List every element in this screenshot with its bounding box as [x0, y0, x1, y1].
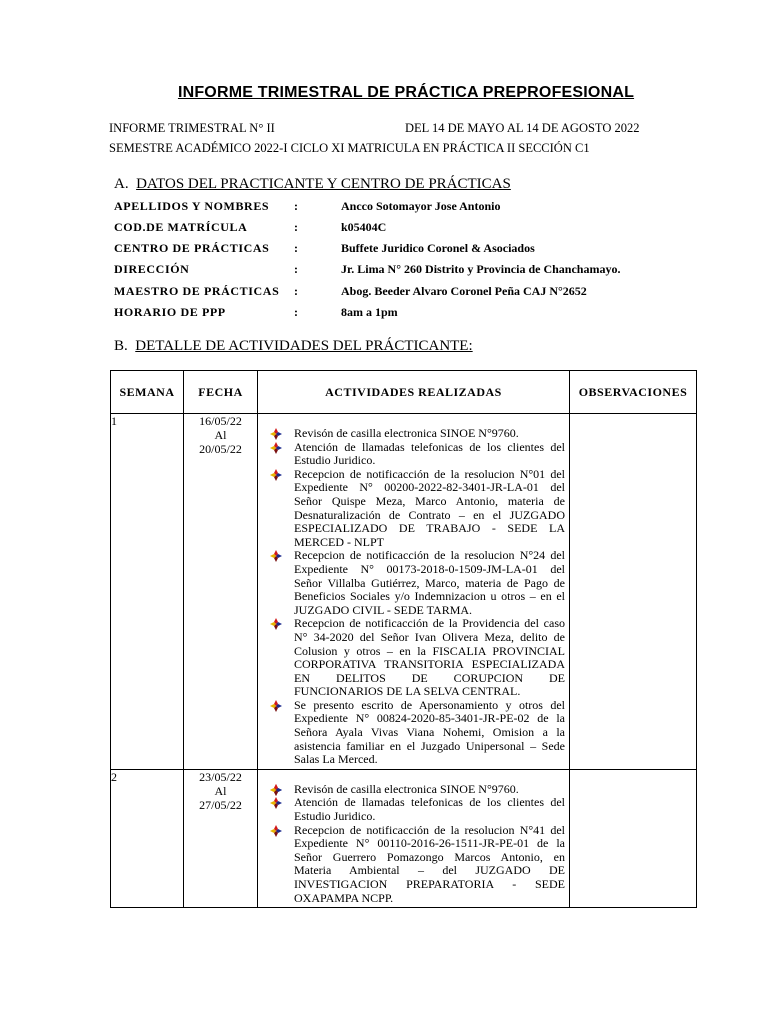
four-color-diamond-bullet-icon: [270, 442, 282, 454]
fecha-from: 23/05/22: [199, 769, 242, 784]
observaciones-cell: [570, 769, 697, 907]
header-fecha: FECHA: [184, 371, 258, 414]
data-row-label: CENTRO DE PRÁCTICAS: [114, 241, 270, 255]
activity-text: Revisón de casilla electronica SINOE N°9760.: [294, 781, 519, 796]
fecha-al: Al: [214, 783, 227, 798]
data-row-label: MAESTRO DE PRÁCTICAS: [114, 284, 280, 298]
data-row-value: Buffete Juridico Coronel & Asociados: [341, 241, 535, 255]
four-color-diamond-bullet-icon: [270, 784, 282, 796]
fecha-to: 27/05/22: [199, 797, 242, 812]
fecha-cell: [184, 769, 258, 907]
data-row-value: k05404C: [341, 220, 387, 234]
section-a-title: DATOS DEL PRACTICANTE Y CENTRO DE PRÁCTICAS: [136, 176, 511, 192]
section-b-heading: [114, 338, 473, 355]
four-color-diamond-bullet-icon: [270, 550, 282, 562]
report-period: DEL 14 DE MAYO AL 14 DE AGOSTO 2022: [405, 121, 640, 135]
section-b-letter: B.: [114, 338, 128, 354]
four-color-diamond-bullet-icon: [270, 797, 282, 809]
activities-table: [110, 370, 697, 908]
activity-item: [270, 617, 565, 699]
activity-item: [270, 549, 565, 617]
informe-number: INFORME TRIMESTRAL N° II: [109, 121, 275, 135]
data-row-colon: :: [294, 305, 298, 319]
activity-text: Atención de llamadas telefonicas de los clientes del Estudio Juridico.: [294, 795, 565, 824]
four-color-diamond-bullet-icon: [270, 618, 282, 630]
data-row-value: Jr. Lima N° 260 Distrito y Provincia de Chanchamayo.: [341, 262, 621, 276]
activity-text: Se presento escrito de Apersonamiento y otros del Expediente N° 00824-2020-85-3401-JR-PE-02 de la Señora Ayala Vivas Viana Nohemi, Omision a la asistencia familiar en el Juzgado Unipersonal – Sede Salas La Merced.: [294, 697, 565, 767]
activity-item: [270, 796, 565, 823]
four-color-diamond-bullet-icon: [270, 469, 282, 481]
four-color-diamond-bullet-icon: [270, 700, 282, 712]
data-row-value: Ancco Sotomayor Jose Antonio: [341, 199, 501, 213]
header-observaciones: OBSERVACIONES: [570, 371, 697, 414]
four-color-diamond-bullet-icon: [270, 825, 282, 837]
activity-text: Recepcion de notificacción de la Providencia del caso N° 34-2020 del Señor Ivan Olivera Meza, delito de Colusion y otros – en la FISCALIA PROVINCIAL CORPORATIVA TRANSITORIA ESPECIALIZADA EN DELITOS DE CORUPCION DE FUNCIONARIOS DE LA SELVA CENTRAL.: [294, 616, 565, 699]
activity-text: Recepcion de notificacción de la resolucion N°41 del Expediente N° 00110-2016-26-1511-JR-PE-01 de la Señor Guerrero Pomazongo Marcos Antonio, en Materia Ambiental – del JUZGADO DE INVESTIGACION PREPARATORIA - SEDE OXAPAMPA NCPP.: [294, 822, 565, 905]
section-a-heading: [114, 176, 511, 193]
data-row-colon: :: [294, 284, 298, 298]
activity-item: [270, 699, 565, 767]
section-b-title: DETALLE DE ACTIVIDADES DEL PRÁCTICANTE:: [135, 338, 473, 354]
activity-text: Recepcion de notificacción de la resolucion N°01 del Expediente N° 00200-2022-82-3401-JR-LA-01 del Señor Quispe Meza, Marco Antonio, materia de Desnaturalización de Contrato – en el JUZGADO ESPECIALIZADO DE TRABAJO - SEDE LA MERCED - NLPT: [294, 466, 565, 549]
header-actividades: ACTIVIDADES REALIZADAS: [258, 371, 570, 414]
data-row-colon: :: [294, 199, 298, 213]
data-row-colon: :: [294, 262, 298, 276]
activity-item: [270, 468, 565, 550]
data-row-label: HORARIO DE PPP: [114, 305, 226, 319]
table-header-row: [111, 371, 697, 414]
fecha-al: Al: [214, 428, 227, 442]
semana-cell: 2: [111, 769, 184, 907]
document-title: INFORME TRIMESTRAL DE PRÁCTICA PREPROFESIONAL: [177, 84, 635, 101]
table-row: [111, 769, 697, 907]
activity-text: Atención de llamadas telefonicas de los clientes del Estudio Juridico.: [294, 439, 565, 468]
actividades-cell: [258, 769, 570, 907]
data-row-value: 8am a 1pm: [341, 305, 398, 319]
fecha-from: 16/05/22: [199, 414, 242, 428]
actividades-cell: [258, 414, 570, 770]
section-a-letter: A.: [114, 176, 129, 192]
observaciones-cell: [570, 414, 697, 770]
activity-text: Recepcion de notificacción de la resolucion N°24 del Expediente N° 00173-2018-0-1509-JM-LA-01 del Señor Villalba Gutiérrez, Marco, materia de Pago de Beneficios Sociales y/o Indemnizacion u otros – en el JUZGADO CIVIL - SEDE TARMA.: [294, 548, 565, 617]
activity-item: [270, 427, 565, 441]
table-row: [111, 414, 697, 770]
activity-text: Revisón de casilla electronica SINOE N°9760.: [294, 426, 519, 440]
activity-item: [270, 783, 565, 797]
data-row-colon: :: [294, 241, 298, 255]
semana-cell: 1: [111, 414, 184, 770]
activity-item: [270, 824, 565, 906]
header-semana: SEMANA: [111, 371, 184, 414]
data-row-label: COD.DE MATRÍCULA: [114, 220, 248, 234]
data-row-colon: :: [294, 220, 298, 234]
semester-line: SEMESTRE ACADÉMICO 2022-I CICLO XI MATRICULA EN PRÁCTICA II SECCIÓN C1: [109, 141, 590, 155]
activity-item: [270, 441, 565, 468]
data-row-label: DIRECCIÓN: [114, 262, 190, 276]
data-row-label: APELLIDOS Y NOMBRES: [114, 199, 270, 213]
fecha-to: 20/05/22: [199, 442, 242, 456]
fecha-cell: [184, 414, 258, 770]
data-row-value: Abog. Beeder Alvaro Coronel Peña CAJ N°2652: [341, 284, 587, 298]
four-color-diamond-bullet-icon: [270, 428, 282, 440]
